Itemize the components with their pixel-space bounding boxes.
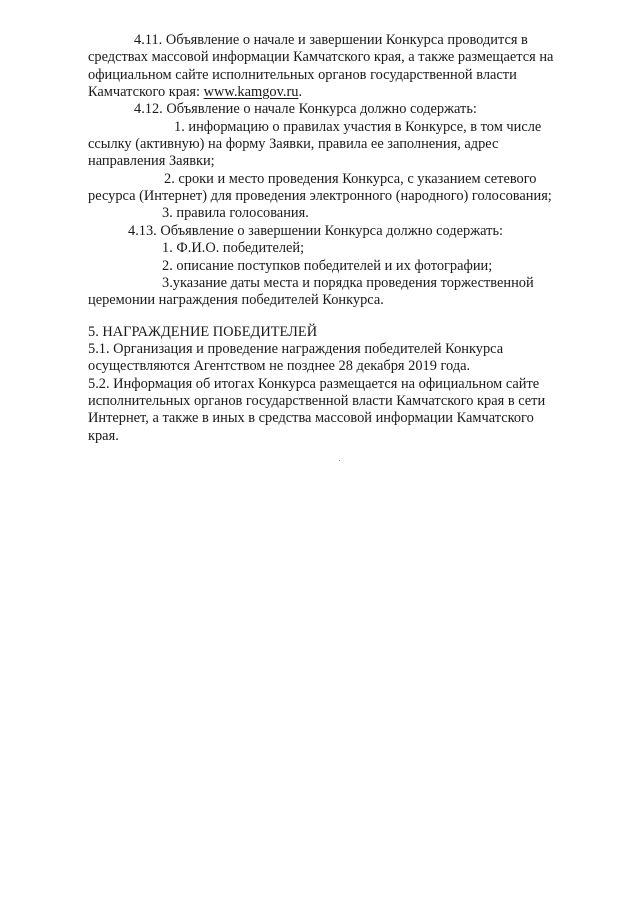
p412-item2-line2: ресурса (Интернет) для проведения электронного (народного) голосования;: [88, 188, 552, 204]
p411-line2: средствах массовой информации Камчатского края, а также размещается на: [88, 49, 554, 65]
p413-item1: 1. Ф.И.О. победителей;: [162, 240, 305, 256]
p411-line4-prefix: Камчатского края:: [88, 84, 204, 100]
p413-item2: 2. описание поступков победителей и их фотографии;: [162, 258, 493, 274]
p412-item2-line1: 2. сроки и место проведения Конкурса, с указанием сетевого: [164, 171, 537, 187]
p411-line4: [88, 84, 302, 101]
p412-item3: 3. правила голосования.: [162, 205, 309, 221]
p51-line1: 5.1. Организация и проведение награждения победителей Конкурса: [88, 341, 504, 357]
p413-item3-line2: церемонии награждения победителей Конкурса.: [88, 292, 384, 308]
scan-speck: [339, 460, 340, 461]
p412-title: 4.12. Объявление о начале Конкурса должно содержать:: [134, 101, 477, 117]
p411-line1: 4.11. Объявление о начале и завершении Конкурса проводится в: [134, 32, 528, 48]
section5-heading: 5. НАГРАЖДЕНИЕ ПОБЕДИТЕЛЕЙ: [88, 324, 318, 340]
p413-title: 4.13. Объявление о завершении Конкурса должно содержать:: [128, 223, 504, 239]
p411-line4-suffix: .: [298, 84, 303, 100]
p52-line3: Интернет, а также в иных в средства массовой информации Камчатского: [88, 410, 534, 426]
p52-line1: 5.2. Информация об итогах Конкурса размещается на официальном сайте: [88, 376, 540, 392]
kamgov-link[interactable]: www.kamgov.ru: [203, 84, 299, 100]
p413-item3-line1: 3.указание даты места и порядка проведения торжественной: [162, 275, 534, 291]
p51-line2: осуществляются Агентством не позднее 28 декабря 2019 года.: [88, 358, 471, 374]
p412-item1-line3: направления Заявки;: [88, 153, 215, 169]
p411-line3: официальном сайте исполнительных органов государственной власти: [88, 67, 517, 83]
p412-item1-line2: ссылку (активную) на форму Заявки, правила ее заполнения, адрес: [88, 136, 499, 152]
p52-line4: края.: [88, 428, 119, 444]
p52-line2: исполнительных органов государственной власти Камчатского края в сети: [88, 393, 546, 409]
p412-item1-line1: 1. информацию о правилах участия в Конкурсе, в том числе: [174, 119, 542, 135]
